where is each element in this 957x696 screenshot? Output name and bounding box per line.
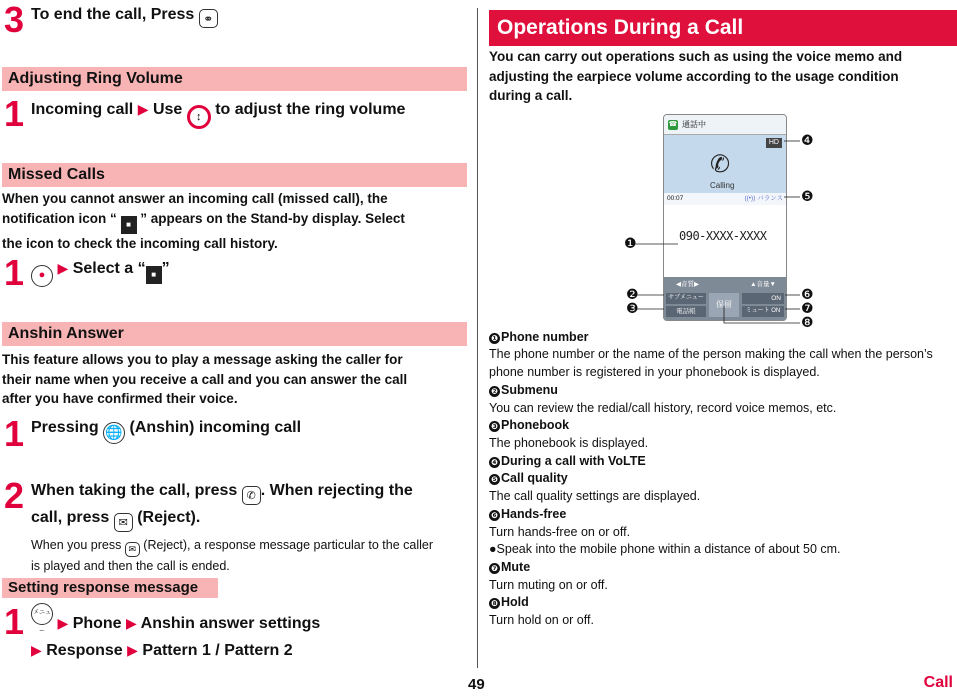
end-call-key-icon: ⚭ xyxy=(199,9,218,28)
item-number: ❼ xyxy=(489,563,500,574)
calling-label: Calling xyxy=(710,181,735,190)
step-label: Select a “ xyxy=(72,260,146,277)
item-number: ❶ xyxy=(489,333,500,344)
item-number: ❽ xyxy=(489,598,500,609)
call-timer: 00:07 xyxy=(667,195,684,202)
item-number: ❺ xyxy=(489,474,500,485)
item-number: ❻ xyxy=(489,510,500,521)
item-title: Submenu xyxy=(501,383,558,397)
submenu-button[interactable]: サブメニュー xyxy=(666,293,706,304)
callout-2: ❷ xyxy=(626,286,639,302)
callout-8: ❽ xyxy=(801,314,814,330)
missed-calls-description xyxy=(2,189,472,253)
callout-6: ❻ xyxy=(801,286,814,302)
note-line: is played and then the call is ended. xyxy=(31,559,230,573)
callout-5: ❺ xyxy=(801,188,814,204)
step-number: 1 xyxy=(4,413,25,454)
step-text xyxy=(31,255,170,287)
arrow-icon: ▶ xyxy=(137,101,149,117)
step-label: When taking the call, press xyxy=(31,482,238,499)
callout-lines xyxy=(620,120,820,340)
step-label: Pattern 1 / Pattern 2 xyxy=(142,642,293,659)
item-heading xyxy=(489,417,569,434)
item-heading xyxy=(489,506,566,523)
call-key-icon: ✆ xyxy=(242,486,261,505)
step-line xyxy=(31,478,471,505)
phone-number-text: 090-XXXX-XXXX xyxy=(679,229,767,243)
item-title: Hold xyxy=(501,595,529,609)
item-number: ❹ xyxy=(489,457,500,468)
missed-call-icon: ■ xyxy=(121,216,137,234)
step-number: 1 xyxy=(4,601,25,642)
section-link[interactable]: Call xyxy=(923,674,953,691)
item-title: Hands-free xyxy=(501,507,567,521)
step-label: Pressing xyxy=(31,419,99,436)
item-description: The phonebook is displayed. xyxy=(489,436,649,450)
item-description: Turn hands-free on or off. xyxy=(489,525,631,539)
step-line xyxy=(31,505,471,532)
anshin-description xyxy=(2,350,472,409)
column-divider xyxy=(477,8,478,668)
step-label: Anshin answer settings xyxy=(140,615,321,632)
missed-call-icon: ■ xyxy=(146,266,162,284)
anshin-note xyxy=(31,536,471,575)
step-label: to adjust the ring volume xyxy=(215,101,406,118)
item-title: Mute xyxy=(501,560,531,574)
paragraph-text: notification icon “ xyxy=(2,210,117,226)
hd-badge: HD xyxy=(766,138,782,148)
step-label: Use xyxy=(152,101,183,118)
step-number: 1 xyxy=(4,93,25,134)
step-number: 1 xyxy=(4,252,25,293)
item-description: ●Speak into the mobile phone within a distance of about 50 cm. xyxy=(489,542,841,556)
arrow-icon: ▶ xyxy=(126,615,137,631)
paragraph-text: ” appears on the Stand-by display. Select xyxy=(140,210,405,226)
subsection-header-setting-response: Setting response message xyxy=(2,578,218,598)
item-heading xyxy=(489,453,646,470)
volume-control[interactable]: ▲音量▼ xyxy=(750,281,776,288)
step-text xyxy=(31,96,405,129)
item-description: The phone number or the name of the person making the call when the person’s xyxy=(489,347,933,361)
menu-key-icon: メニュー xyxy=(31,603,53,625)
item-description: You can review the redial/call history, record voice memos, etc. xyxy=(489,401,837,415)
step-label: ” xyxy=(161,260,170,277)
globe-key-icon: 🌐 xyxy=(103,422,125,444)
hold-button[interactable]: 保留 xyxy=(709,293,739,317)
note-text: (Reject), a response message particular to the caller xyxy=(143,538,434,552)
item-heading xyxy=(489,594,529,611)
item-description: Turn hold on or off. xyxy=(489,613,594,627)
paragraph-line: adjusting the earpiece volume according to the usage condition xyxy=(489,68,899,84)
mute-button[interactable]: ミュート ON xyxy=(742,306,784,317)
item-title: During a call with VoLTE xyxy=(501,454,646,468)
step-text xyxy=(31,478,471,532)
section-header-anshin-answer: Anshin Answer xyxy=(2,322,467,346)
handsfree-button[interactable]: ON xyxy=(742,293,784,304)
step-number: 2 xyxy=(4,475,25,516)
item-heading xyxy=(489,470,568,487)
callout-7: ❼ xyxy=(801,300,814,316)
item-title: Phone number xyxy=(501,330,589,344)
paragraph-line: after you have confirmed their voice. xyxy=(2,391,238,406)
section-header-ring-volume: Adjusting Ring Volume xyxy=(2,67,467,91)
callout-3: ❸ xyxy=(626,300,639,316)
step-label: . When rejecting the xyxy=(260,482,413,499)
step-label: (Reject). xyxy=(137,509,201,526)
item-number: ❸ xyxy=(489,421,500,432)
page-number: 49 xyxy=(468,676,485,693)
item-title: Phonebook xyxy=(501,418,570,432)
paragraph-line xyxy=(2,209,472,234)
item-description: The call quality settings are displayed. xyxy=(489,489,701,503)
section-title-bar: Operations During a Call xyxy=(489,10,957,46)
paragraph-line: This feature allows you to play a message asking the caller for xyxy=(2,352,403,367)
section-header-missed-calls: Missed Calls xyxy=(2,163,467,187)
paragraph-line: during a call. xyxy=(489,88,573,103)
item-heading xyxy=(489,382,558,399)
phonebook-button[interactable]: 電話帳 xyxy=(666,306,706,317)
voice-quality-control[interactable]: ◀音質▶ xyxy=(676,281,699,288)
arrow-icon: ▶ xyxy=(31,642,42,658)
step-text xyxy=(31,2,218,28)
paragraph-line: their name when you receive a call and you can answer the call xyxy=(2,371,408,387)
status-text: 通話中 xyxy=(682,120,706,129)
item-heading xyxy=(489,329,589,346)
arrow-icon: ▶ xyxy=(57,615,69,631)
item-number: ❷ xyxy=(489,386,500,397)
step-label: To end the call, Press xyxy=(31,6,195,23)
item-heading xyxy=(489,559,530,576)
balance-label[interactable]: ((•)) バランス xyxy=(744,195,783,202)
step-label: (Anshin) incoming call xyxy=(129,419,302,436)
callout-line-8 xyxy=(724,306,800,323)
item-description: phone number is registered in your phonebook is displayed. xyxy=(489,365,820,379)
arrow-icon: ▶ xyxy=(57,260,69,276)
multi-key-icon: ↕ xyxy=(187,105,211,129)
arrow-icon: ▶ xyxy=(127,642,138,658)
paragraph-line: the icon to check the incoming call history. xyxy=(2,235,278,251)
mail-key-icon: ✉ xyxy=(114,513,133,532)
step-label: call, press xyxy=(31,509,110,526)
paragraph-line: When you cannot answer an incoming call (missed call), the xyxy=(2,191,388,206)
step-label: Incoming call xyxy=(31,101,134,118)
item-title: Call quality xyxy=(501,471,568,485)
step-label: Phone xyxy=(72,615,122,632)
operations-intro xyxy=(489,47,955,106)
center-key-icon: ● xyxy=(31,265,53,287)
step-label: Response xyxy=(46,642,123,659)
step-number: 3 xyxy=(4,0,25,40)
item-description: Turn muting on or off. xyxy=(489,578,608,592)
step-line xyxy=(31,637,471,664)
mail-key-icon: ✉ xyxy=(125,542,140,557)
step-line xyxy=(31,603,471,637)
callout-1: ❶ xyxy=(624,235,637,251)
note-line xyxy=(31,536,471,557)
phone-icon: ☎ xyxy=(668,121,678,128)
handset-icon: ✆ xyxy=(710,151,731,178)
note-text: When you press xyxy=(31,538,122,552)
callout-4: ❹ xyxy=(801,132,814,148)
paragraph-line: You can carry out operations such as using the voice memo and xyxy=(489,49,903,64)
step-text xyxy=(31,603,471,664)
step-text xyxy=(31,415,301,444)
